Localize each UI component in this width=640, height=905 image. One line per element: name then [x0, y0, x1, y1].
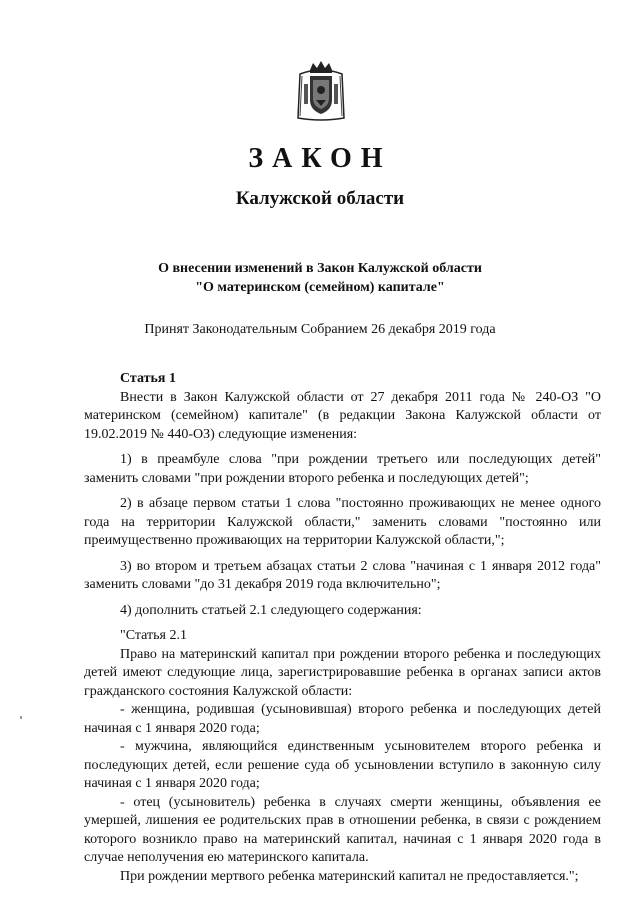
document-title — [90, 259, 550, 297]
new-article-intro: Право на материнский капитал при рождении второго ребенка и последующих детей имеют следующие лица, зарегистрировавшие ребенка в органах записи актов гражданского состояния Калужской области: — [84, 646, 601, 699]
article-body — [84, 370, 601, 886]
amendment-item-3: 3) во втором и третьем абзацах статьи 2 слова "начиная с 1 января 2012 года" заменить словами "до 31 декабря 2019 года включительно"; — [84, 558, 601, 592]
adoption-date-line: Принят Законодательным Собранием 26 декабря 2019 года — [144, 322, 496, 337]
scan-margin-mark — [20, 716, 22, 719]
eligible-case-3: - отец (усыновитель) ребенка в случаях смерти женщины, объявления ее умершей, лишения ее родительских прав в отношении ребенка, в связи с рождением которого возникло право на материнский капитал, начиная с 1 января 2020 года в случае неполучения ею материнского капитала. — [84, 794, 601, 865]
region-subtitle: Калужской области — [235, 188, 405, 209]
article-heading: Статья 1 — [120, 371, 176, 386]
new-article-heading: "Статья 2.1 — [120, 628, 187, 643]
amendment-item-2: 2) в абзаце первом статьи 1 слова "постоянно проживающих не менее одного года на территории Калужской области," заменить словами "постоянно или преимущественно проживающих на территории Калужской области,"; — [84, 496, 601, 548]
law-title: ЗАКОН — [248, 143, 392, 174]
amendment-item-4: 4) дополнить статьей 2.1 следующего содержания: — [120, 602, 422, 618]
coat-of-arms-icon — [296, 60, 346, 122]
article-intro: Внести в Закон Калужской области от 27 декабря 2011 года № 240-ОЗ "О материнском (семейном) капитале" (в редакции Закона Калужской области от 19.02.2019 № 440-ОЗ) следующие изменения: — [84, 389, 601, 442]
eligible-case-1: - женщина, родившая (усыновившая) второго ребенка и последующих детей начиная с 1 января 2020 года; — [84, 702, 601, 736]
document-title-line1: О внесении изменений в Закон Калужской области — [158, 261, 482, 276]
document-title-line2: "О материнском (семейном) капитале" — [195, 280, 445, 295]
eligible-case-2: - мужчина, являющийся единственным усыновителем второго ребенка и последующих детей, если решение суда об усыновлении вступило в законную силу начиная с 1 января 2020 года; — [84, 739, 601, 791]
amendment-item-1: 1) в преамбуле слова "при рождении третьего или последующих детей" заменить словами "при рождении второго ребенка и последующих детей"; — [84, 452, 601, 486]
closing-provision: При рождении мертвого ребенка материнский капитал не предоставляется."; — [120, 868, 579, 884]
